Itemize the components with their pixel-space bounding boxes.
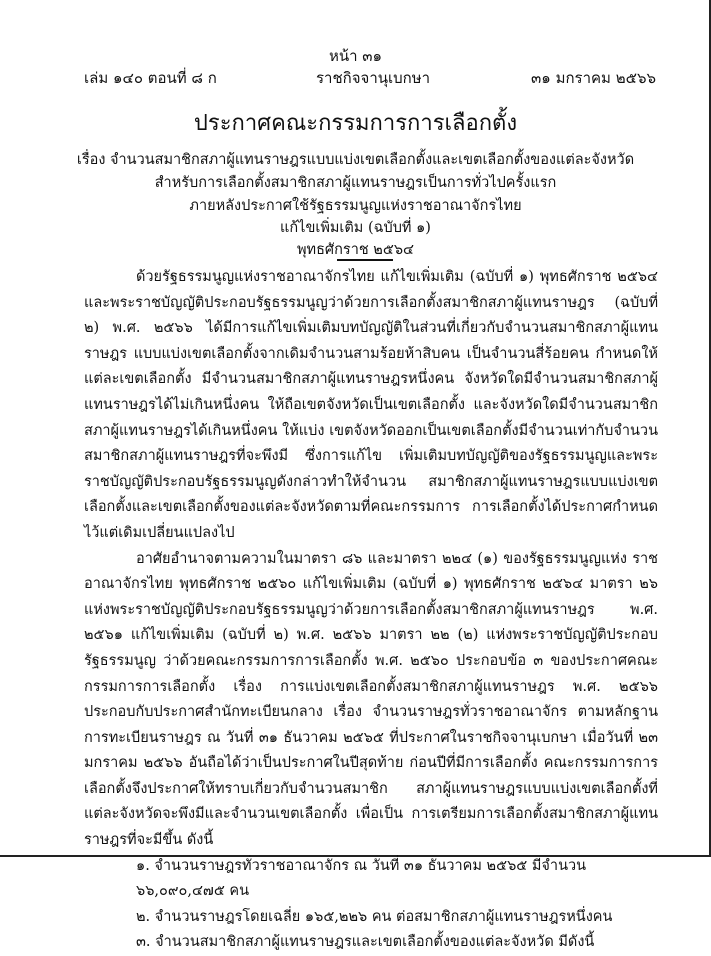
gazette-header (84, 66, 656, 86)
gazette-name: ราชกิจจานุเบกษา (316, 69, 431, 87)
subject-line-2: สำหรับการเลือกตั้งสมาชิกสภาผู้แทนราษฎรเป็นการทั่วไปครั้งแรก (154, 175, 557, 191)
volume-issue: เล่ม ๑๔๐ ตอนที่ ๘ ก (84, 69, 217, 87)
page-number: หน้า ๓๑ (328, 47, 383, 65)
list-item-3: ๓. จำนวนสมาชิกสภาผู้แทนราษฎรและเขตเลือกตั้งของแต่ละจังหวัด มีดังนี้ (136, 934, 595, 951)
publication-date: ๓๑ มกราคม ๒๕๖๖ (531, 69, 656, 87)
subject-line-3: ภายหลังประกาศใช้รัฐธรรมนูญแห่งราชอาณาจักรไทย (189, 198, 522, 214)
subject-line-5: พุทธศักราช ๒๕๖๔ (296, 242, 415, 258)
title-underline (337, 259, 393, 261)
document-body (84, 265, 658, 956)
list-item-1: ๑. จำนวนราษฎรทั่วราชอาณาจักร ณ วันที่ ๓๑ ธันวาคม ๒๕๖๕ มีจำนวน ๖๖,๐๙๐,๔๗๕ คน (136, 857, 587, 900)
subject-line-1: เรื่อง จำนวนสมาชิกสภาผู้แทนราษฎรแบบแบ่งเขตเลือกตั้งและเขตเลือกตั้งของแต่ละจังหวัด (76, 152, 635, 168)
announcement-title: ประกาศคณะกรรมการการเลือกตั้ง (193, 111, 518, 136)
paragraph-authority: อาศัยอำนาจตามความในมาตรา ๘๖ และมาตรา ๒๒๔ (๑) ของรัฐธรรมนูญแห่ง ราชอาณาจักรไทย พุทธศักราช ๒๕๖๐ แก้ไขเพิ่มเติม (ฉบับที่ ๑) พุทธศักราช ๒๕๖๔ มาตรา ๒๖ แห่งพระราชบัญญัติประกอบรัฐธรรมนูญว่าด้วยการเลือกตั้งสมาชิกสภาผู้แทนราษฎร พ.ศ. ๒๕๖๑ แก้ไขเพิ่มเติม (ฉบับที่ ๒) พ.ศ. ๒๕๖๖ มาตรา ๒๒ (๒) แห่งพระราชบัญญัติประกอบรัฐธรรมนูญ ว่าด้วยคณะกรรมการการเลือกตั้ง พ.ศ. ๒๕๖๐ ประกอบข้อ ๓ ของประกาศคณะกรรมการการเลือกตั้ง เรื่อง การแบ่งเขตเลือกตั้งสมาชิกสภาผู้แทนราษฎร พ.ศ. ๒๕๖๖ ประกอบกับประกาศสำนักทะเบียนกลาง เรื่อง จำนวนราษฎรทั่วราชอาณาจักร ตามหลักฐานการทะเบียนราษฎร ณ วันที่ ๓๑ ธันวาคม ๒๕๖๕ ที่ประกาศในราชกิจจานุเบกษา เมื่อวันที่ ๒๓ มกราคม ๒๕๖๖ อันถือได้ว่าเป็นประกาศในปีสุดท้าย ก่อนปีที่มีการเลือกตั้ง คณะกรรมการการเลือกตั้งจึงประกาศให้ทราบเกี่ยวกับจำนวนสมาชิก สภาผู้แทนราษฎรแบบแบ่งเขตเลือกตั้งที่แต่ละจังหวัดจะพึงมีและจำนวนเขตเลือกตั้ง เพื่อเป็น การเตรียมการเลือกตั้งสมาชิกสภาผู้แทนราษฎรที่จะมีขึ้น ดังนี้ (84, 550, 658, 849)
list-item-2: ๒. จำนวนราษฎรโดยเฉลี่ย ๑๖๕,๒๒๖ คน ต่อสมาชิกสภาผู้แทนราษฎรหนึ่งคน (136, 908, 613, 925)
subject-line-4: แก้ไขเพิ่มเติม (ฉบับที่ ๑) (280, 220, 431, 236)
paragraph-preamble: ด้วยรัฐธรรมนูญแห่งราชอาณาจักรไทย แก้ไขเพิ่มเติม (ฉบับที่ ๑) พุทธศักราช ๒๕๖๔ และพระราชบัญญัติประกอบรัฐธรรมนูญว่าด้วยการเลือกตั้งสมาชิกสภาผู้แทนราษฎร (ฉบับที่ ๒) พ.ศ. ๒๕๖๖ ได้มีการแก้ไขเพิ่มเติมบทบัญญัติในส่วนที่เกี่ยวกับจำนวนสมาชิกสภาผู้แทนราษฎร แบบแบ่งเขตเลือกตั้งจากเดิมจำนวนสามร้อยห้าสิบคน เป็นจำนวนสี่ร้อยคน กำหนดให้แต่ละเขตเลือกตั้ง มีจำนวนสมาชิกสภาผู้แทนราษฎรหนึ่งคน จังหวัดใดมีจำนวนสมาชิกสภาผู้แทนราษฎรได้ไม่เกินหนึ่งคน ให้ถือเขตจังหวัดเป็นเขตเลือกตั้ง และจังหวัดใดมีจำนวนสมาชิกสภาผู้แทนราษฎรได้เกินหนึ่งคน ให้แบ่ง เขตจังหวัดออกเป็นเขตเลือกตั้งมีจำนวนเท่ากับจำนวนสมาชิกสภาผู้แทนราษฎรที่จะพึงมี ซึ่งการแก้ไข เพิ่มเติมบทบัญญัติของรัฐธรรมนูญและพระราชบัญญัติประกอบรัฐธรรมนูญดังกล่าวทำให้จำนวน สมาชิกสภาผู้แทนราษฎรแบบแบ่งเขตเลือกตั้งและเขตเลือกตั้งของแต่ละจังหวัดตามที่คณะกรรมการ การเลือกตั้งได้ประกาศกำหนดไว้แต่เดิมเปลี่ยนแปลงไป (84, 269, 658, 541)
